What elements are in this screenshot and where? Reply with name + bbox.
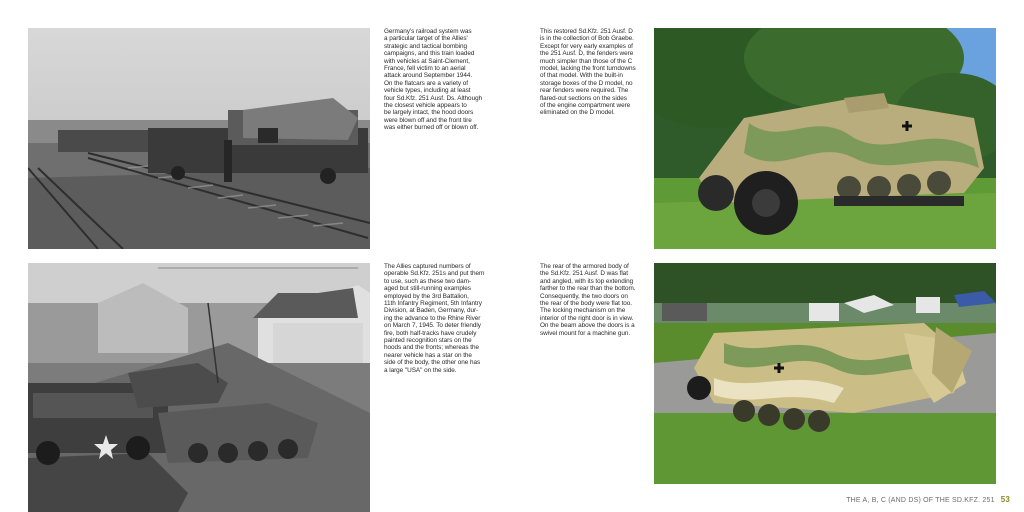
running-title: THE A, B, C (AND DS) OF THE SD.KFZ. 251 xyxy=(846,497,995,504)
caption-restored-halftrack: This restored Sd.Kfz. 251 Ausf. D is in the collection of Bob Graebe. Except for very early examples of the 251 Ausf. D, the fenders were much simpler than those of the C model, lacking the front turndowns of that model. With the built-in storage boxes of the D model, no rear fenders were required. The flared-out sections on the sides of the engine compartment were eliminated on the D model. xyxy=(540,28,636,117)
photo-bombed-train xyxy=(28,28,370,249)
photo-halftrack-rear xyxy=(654,263,996,484)
page-number: 53 xyxy=(1000,495,1010,504)
caption-bombed-train: Germany's railroad system was a particular target of the Allies' strategic and tactical bombing campaigns, and this train loaded with vehicles at Saint-Clement, France, fell victim to an aerial attack around September 1944. On the flatcars are a variety of vehicle types, including at least four Sd.Kfz. 251 Ausf. Ds. Although the closest vehicle appears to be largely intact, the hood doors were blown off and the front tire was either burned off or blown off. xyxy=(384,28,483,132)
page-footer xyxy=(846,495,1010,504)
caption-captured-halftracks: The Allies captured numbers of operable Sd.Kfz. 251s and put them to use, such as these two dam- aged but still-running examples employed by the 3rd Battalion, 11th Infantry Regiment, 5th Infantry Division, at Baden, Germany, dur- ing the advance to the Rhine River on March 7, 1945. To deter friendly fire, both half-tracks have crudely painted recognition stars on the hoods and the fronts; whereas the nearer vehicle has a star on the side of the body, the other one has a large "USA" on the side. xyxy=(384,263,485,374)
caption-halftrack-rear: The rear of the armored body of the Sd.Kfz. 251 Ausf. D was flat and angled, with its top extending farther to the rear than the bottom. Consequently, the two doors on the rear of the body were flat too. The locking mechanism on the interior of the right door is in view. On the beam above the doors is a swivel mount for a machine gun. xyxy=(540,263,636,337)
photo-restored-halftrack xyxy=(654,28,996,249)
photo-captured-halftracks xyxy=(28,263,370,512)
